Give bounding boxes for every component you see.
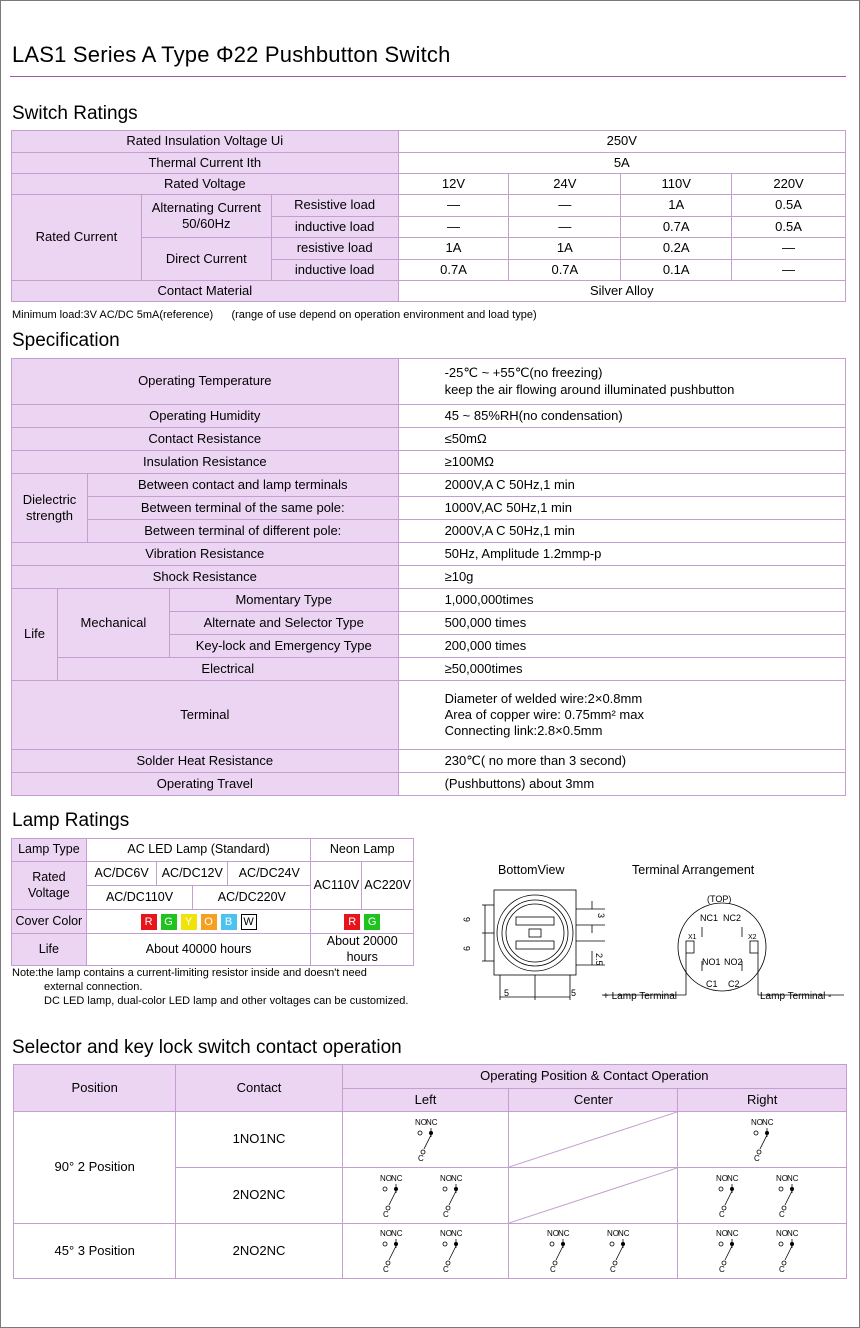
current-cell: 1A [621, 195, 732, 217]
contact-switch-symbol [751, 1118, 774, 1163]
contact-cell: 2NO2NC [176, 1224, 342, 1279]
dc-label: Direct Current [141, 238, 271, 281]
mech-row-value: 200,000 times [398, 635, 845, 658]
lamp-voltage-label: Rated Voltage [12, 862, 87, 910]
neon-lamp-label: Neon Lamp [311, 839, 414, 862]
current-cell: 0.1A [621, 260, 732, 281]
contact-symbol-label: C [754, 1153, 760, 1163]
current-cell: — [509, 217, 621, 238]
led-voltage: AC/DC220V [193, 886, 311, 910]
contact-switch-symbol [440, 1229, 463, 1274]
load-label: resistive load [271, 238, 398, 260]
current-cell: 0.5A [732, 217, 846, 238]
ac-label: Alternating Current 50/60Hz [141, 195, 271, 238]
contact-symbol-label: C [442, 1265, 449, 1274]
terminal-value [398, 681, 845, 750]
vibration-label: Vibration Resistance [12, 543, 399, 566]
contact-symbol-stroke [610, 1242, 614, 1246]
mech-row-label: Momentary Type [169, 589, 398, 612]
dim-label: 5 [571, 988, 577, 998]
contact-switch-symbol [607, 1229, 630, 1274]
lamp-note-line: DC LED lamp, dual-color LED lamp and other voltages can be customized. [44, 995, 409, 1007]
travel-label: Operating Travel [12, 773, 399, 796]
electrical-label: Electrical [57, 658, 398, 681]
contact-switch-symbol [380, 1229, 403, 1274]
diagonal-line [509, 1168, 677, 1223]
led-lamp-label: AC LED Lamp (Standard) [86, 839, 311, 862]
switch-symbol-cell [678, 1168, 847, 1224]
terminal-line: Area of copper wire: 0.75mm² max [444, 706, 644, 722]
shock-value: ≥10g [398, 566, 845, 589]
contact-symbol-label: NC [618, 1229, 630, 1238]
lamp-note-line: Note:the lamp contains a current-limiting resistor inside and doesn't need [12, 967, 367, 979]
top-label: (TOP) [707, 894, 732, 904]
contact-symbol-label: NO [414, 1117, 427, 1127]
contact-symbol-label: NC [727, 1173, 739, 1183]
dim-label: 2.5 [594, 953, 604, 966]
terminal-line: Diameter of welded wire:2×0.8mm [444, 690, 643, 706]
contact-symbol-label: NC [558, 1229, 570, 1238]
contact-symbols [376, 1226, 476, 1276]
selector-heading: Selector and key lock switch contact operation [12, 1037, 402, 1058]
color-swatch: G [364, 914, 380, 930]
terminal-id: NO2 [724, 957, 743, 967]
contact-symbols [747, 1115, 777, 1165]
cover-color-label: Cover Color [12, 910, 87, 934]
right-header: Right [678, 1089, 847, 1112]
contact-symbols [376, 1171, 476, 1221]
terminal-id: NO1 [702, 957, 721, 967]
current-cell: — [398, 217, 509, 238]
voltage-header: 24V [509, 174, 621, 195]
contact-symbol-label: C [382, 1265, 389, 1274]
contact-symbol-label: NO [439, 1173, 452, 1183]
specification-table [11, 358, 846, 796]
contact-symbol-label: NC [450, 1173, 463, 1183]
solder-value: 230℃( no more than 3 second) [398, 750, 845, 773]
switch-symbol-cell [342, 1224, 509, 1279]
contact-material-value: Silver Alloy [398, 281, 845, 302]
voltage-header: 12V [398, 174, 509, 195]
rated-current-label: Rated Current [12, 195, 142, 281]
contact-symbol-label: C [719, 1209, 725, 1219]
switch-symbol-cell [678, 1112, 847, 1168]
contact-symbol-stroke [418, 1131, 422, 1135]
neon-voltage: AC110V [311, 862, 362, 910]
dielectric-row-label: Between contact and lamp terminals [87, 474, 398, 497]
contact-symbol-stroke [443, 1187, 447, 1191]
rated-voltage-label: Rated Voltage [12, 174, 399, 195]
center-header: Center [509, 1089, 678, 1112]
op-temp-line: -25℃ ~ +55℃(no freezing) [444, 365, 603, 381]
dim-label: 5 [504, 988, 510, 998]
contact-symbol-label: C [417, 1153, 424, 1163]
contact-symbols [411, 1115, 441, 1165]
mech-row-value: 500,000 times [398, 612, 845, 635]
terminal-line: Connecting link:2.8×0.5mm [444, 723, 603, 739]
contact-symbol-stroke [616, 1246, 623, 1260]
voltage-header: 110V [621, 174, 732, 195]
led-voltage: AC/DC6V [86, 862, 157, 886]
diagonal-line [509, 1112, 677, 1167]
contact-switch-symbol [776, 1174, 799, 1219]
led-voltage: AC/DC12V [157, 862, 228, 886]
current-cell: 0.7A [398, 260, 509, 281]
contact-symbol-label: NC [450, 1229, 463, 1238]
contact-symbol-stroke [725, 1246, 732, 1260]
position-header: Position [14, 1065, 176, 1112]
lamp-ratings-table [11, 838, 414, 966]
contact-symbol-label: NC [787, 1229, 799, 1238]
mech-row-value: 1,000,000times [398, 589, 845, 612]
color-swatch: G [161, 914, 177, 930]
mech-row-label: Alternate and Selector Type [169, 612, 398, 635]
current-cell: 0.5A [732, 195, 846, 217]
contact-symbol-stroke [760, 1135, 767, 1149]
neon-life-value: About 20000 hours [311, 934, 414, 966]
current-cell: 0.2A [621, 238, 732, 260]
bottom-view-label: BottomView [498, 863, 565, 877]
color-swatch: Y [181, 914, 197, 930]
lamp-life-label: Life [12, 934, 87, 966]
contact-switch-symbol [380, 1174, 403, 1219]
contact-resistance-label: Contact Resistance [12, 428, 399, 451]
current-cell: 0.7A [621, 217, 732, 238]
contact-material-label: Contact Material [12, 281, 399, 302]
contact-switch-symbol [547, 1229, 570, 1274]
dielectric-row-value: 2000V,A C 50Hz,1 min [398, 474, 845, 497]
bottom-view-drawing [482, 890, 605, 1000]
contact-switch-symbol [716, 1229, 739, 1274]
contact-symbol-stroke [719, 1187, 723, 1191]
op-temp-label: Operating Temperature [12, 359, 399, 405]
page-title: LAS1 Series A Type Φ22 Pushbutton Switch [12, 42, 451, 67]
life-label: Life [12, 589, 58, 681]
contact-symbol-stroke [383, 1187, 387, 1191]
contact-symbol-stroke [779, 1242, 783, 1246]
color-swatch: W [241, 914, 257, 930]
neon-color-swatches [311, 910, 414, 934]
contact-symbol-label: C [442, 1209, 449, 1219]
contact-symbol-label: C [610, 1265, 617, 1274]
contact-symbol-stroke [785, 1191, 792, 1205]
contact-symbol-label: NC [425, 1117, 438, 1127]
voltage-header: 220V [732, 174, 846, 195]
current-cell: 0.7A [509, 260, 621, 281]
terminal-id: C2 [728, 979, 740, 989]
terminal-id: NC1 [700, 913, 719, 923]
switch-symbol-cell [342, 1168, 509, 1224]
insulation-resistance-value: ≥100MΩ [398, 451, 845, 474]
contact-cell: 1NO1NC [176, 1112, 342, 1168]
contact-symbol-stroke [443, 1242, 447, 1246]
switch-symbol-cell [509, 1224, 678, 1279]
contact-symbol-label: NO [716, 1173, 729, 1183]
left-header: Left [342, 1089, 509, 1112]
mechanical-label: Mechanical [57, 589, 169, 658]
current-cell: 1A [398, 238, 509, 260]
contact-symbols [543, 1226, 643, 1276]
contact-symbol-label: C [550, 1265, 557, 1274]
contact-symbol-label: NC [762, 1117, 774, 1127]
insulation-label: Rated Insulation Voltage Ui [12, 131, 399, 153]
contact-symbol-label: NC [390, 1173, 403, 1183]
not-applicable-cell [509, 1112, 678, 1168]
lamp-plus-label: + Lamp Terminal [603, 991, 678, 1002]
contact-symbol-stroke [449, 1191, 456, 1205]
contact-symbol-stroke [389, 1246, 396, 1260]
lamp-minus-label: Lamp Terminal - [760, 991, 832, 1002]
color-swatch: R [344, 914, 360, 930]
dim-label: 3 [596, 913, 606, 919]
dielectric-row-value: 1000V,AC 50Hz,1 min [398, 497, 845, 520]
contact-symbol-label: NO [776, 1229, 789, 1238]
contact-switch-symbol [415, 1118, 438, 1163]
dielectric-row-label: Between terminal of the same pole: [87, 497, 398, 520]
load-label: Resistive load [271, 195, 398, 217]
contact-symbol-stroke [424, 1135, 431, 1149]
color-swatch: B [221, 914, 237, 930]
switch-symbol-cell [342, 1112, 509, 1168]
operation-header: Operating Position & Contact Operation [342, 1065, 846, 1089]
current-cell: — [732, 260, 846, 281]
lamp-type-label: Lamp Type [12, 839, 87, 862]
contact-symbol-label: C [779, 1209, 785, 1219]
contact-symbol-label: NO [776, 1173, 789, 1183]
contact-symbol-label: NO [751, 1117, 764, 1127]
lamp-ratings-heading: Lamp Ratings [12, 810, 130, 831]
vibration-value: 50Hz, Amplitude 1.2mmp-p [398, 543, 845, 566]
shock-label: Shock Resistance [12, 566, 399, 589]
led-voltage: AC/DC110V [86, 886, 193, 910]
neon-voltage: AC220V [362, 862, 414, 910]
contact-symbol-label: NC [727, 1229, 739, 1238]
contact-symbol-stroke [449, 1246, 456, 1260]
current-cell: — [398, 195, 509, 217]
specification-heading: Specification [12, 330, 120, 351]
contact-symbol-label: NO [379, 1229, 392, 1238]
contact-switch-symbol [440, 1174, 463, 1219]
position-cell: 45° 3 Position [14, 1224, 176, 1279]
terminal-label: Terminal [12, 681, 399, 750]
thermal-label: Thermal Current Ith [12, 153, 399, 174]
contact-resistance-value: ≤50mΩ [398, 428, 845, 451]
op-temp-line: keep the air flowing around illuminated pushbutton [444, 381, 735, 397]
contact-symbol-label: NO [716, 1229, 729, 1238]
contact-symbol-label: C [382, 1209, 389, 1219]
travel-value: (Pushbuttons) about 3mm [398, 773, 845, 796]
dim-label: 6 [462, 916, 472, 922]
contact-symbol-stroke [725, 1191, 732, 1205]
dielectric-row-value: 2000V,A C 50Hz,1 min [398, 520, 845, 543]
insulation-value: 250V [398, 131, 845, 153]
contact-switch-symbol [716, 1174, 739, 1219]
contact-symbol-stroke [754, 1131, 758, 1135]
terminal-id: NC2 [723, 913, 742, 923]
color-swatch: R [141, 914, 157, 930]
current-cell: 1A [509, 238, 621, 260]
lamp-note-line: external connection. [44, 981, 143, 993]
minimum-load-note: Minimum load:3V AC/DC 5mA(reference) (range of use depend on operation environment and load type) [12, 309, 537, 321]
op-temp-value [398, 359, 845, 405]
contact-symbol-stroke [785, 1246, 792, 1260]
humidity-label: Operating Humidity [12, 405, 399, 428]
terminal-id: X1 [688, 934, 697, 941]
mech-row-label: Key-lock and Emergency Type [169, 635, 398, 658]
contact-symbol-stroke [550, 1242, 554, 1246]
dimension-diagrams [430, 855, 850, 1015]
led-voltage: AC/DC24V [228, 862, 311, 886]
contact-symbol-label: NO [547, 1229, 560, 1238]
contact-symbol-label: NO [607, 1229, 620, 1238]
insulation-resistance-label: Insulation Resistance [12, 451, 399, 474]
contact-symbols [712, 1226, 812, 1276]
contact-symbol-label: C [719, 1265, 725, 1274]
thermal-value: 5A [398, 153, 845, 174]
load-label: inductive load [271, 260, 398, 281]
contact-symbol-label: C [779, 1265, 785, 1274]
switch-ratings-table [11, 130, 846, 302]
current-cell: — [732, 238, 846, 260]
load-label: inductive load [271, 217, 398, 238]
led-color-swatches [86, 910, 311, 934]
current-cell: — [509, 195, 621, 217]
contact-symbols [712, 1171, 812, 1221]
dielectric-label: Dielectric strength [12, 474, 88, 543]
contact-symbol-stroke [556, 1246, 563, 1260]
contact-symbol-label: NO [439, 1229, 452, 1238]
contact-symbol-stroke [389, 1191, 396, 1205]
terminal-id: C1 [706, 979, 718, 989]
switch-ratings-heading: Switch Ratings [12, 103, 138, 124]
not-applicable-cell [509, 1168, 678, 1224]
terminal-arrangement-label: Terminal Arrangement [632, 863, 755, 877]
humidity-value: 45 ~ 85%RH(no condensation) [398, 405, 845, 428]
switch-symbol-cell [678, 1224, 847, 1279]
contact-symbol-stroke [719, 1242, 723, 1246]
contact-cell: 2NO2NC [176, 1168, 342, 1224]
color-swatch: O [201, 914, 217, 930]
contact-symbol-stroke [383, 1242, 387, 1246]
terminal-id: X2 [748, 934, 757, 941]
position-cell: 90° 2 Position [14, 1112, 176, 1224]
title-divider [10, 76, 846, 77]
contact-header: Contact [176, 1065, 342, 1112]
contact-symbol-stroke [779, 1187, 783, 1191]
selector-table [13, 1064, 847, 1279]
dielectric-row-label: Between terminal of different pole: [87, 520, 398, 543]
contact-symbol-label: NC [787, 1173, 799, 1183]
contact-symbol-label: NC [390, 1229, 403, 1238]
dim-label: 6 [462, 945, 472, 951]
electrical-value: ≥50,000times [398, 658, 845, 681]
led-life-value: About 40000 hours [86, 934, 311, 966]
contact-switch-symbol [776, 1229, 799, 1274]
contact-symbol-label: NO [379, 1173, 392, 1183]
solder-label: Solder Heat Resistance [12, 750, 399, 773]
